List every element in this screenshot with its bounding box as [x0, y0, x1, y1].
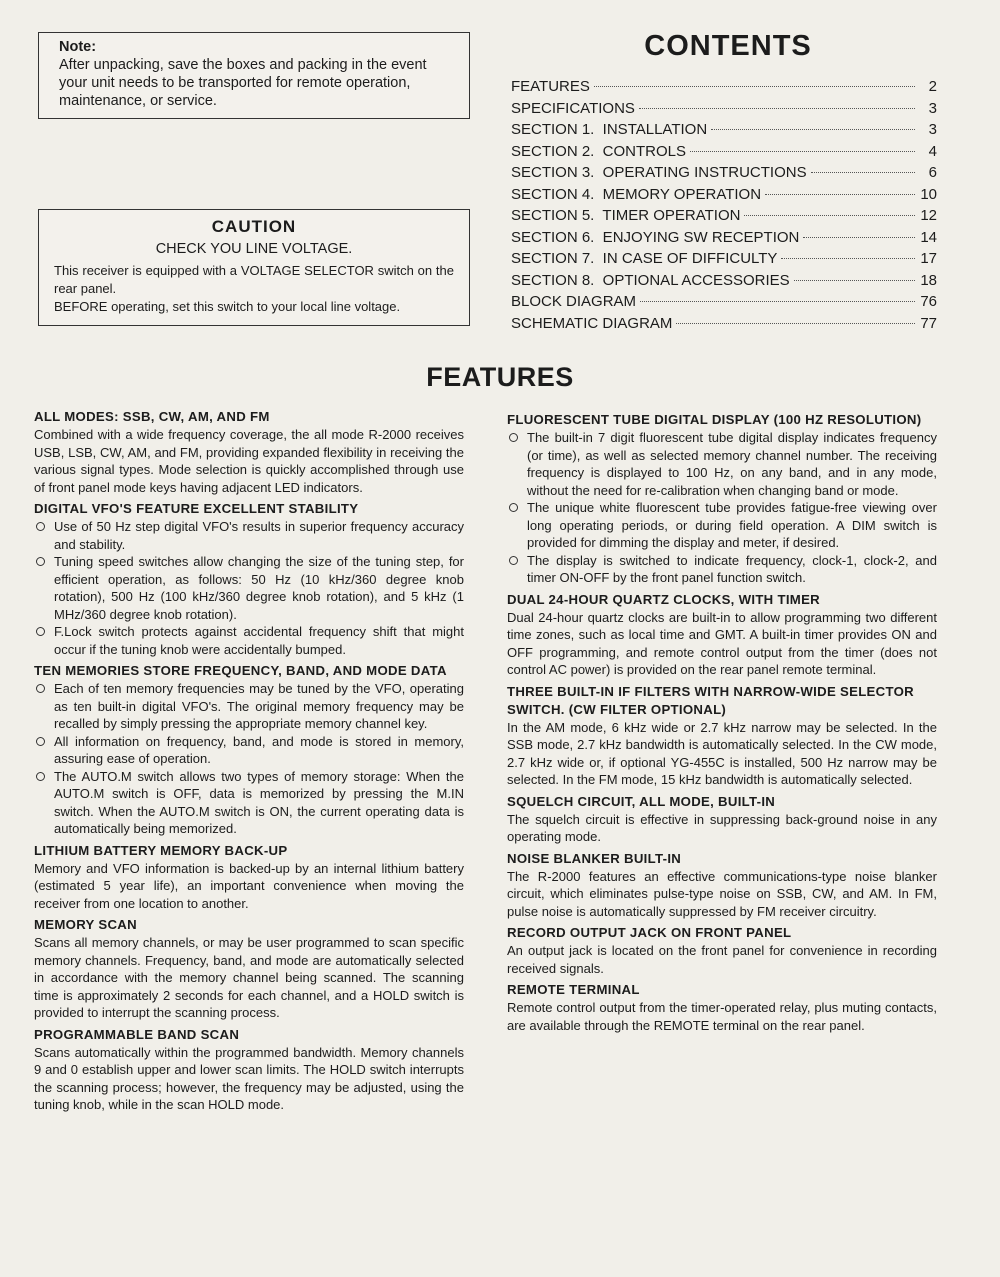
bullet-circle-icon [36, 772, 45, 781]
feature-section [34, 408, 464, 496]
toc-dot-leader [794, 280, 915, 281]
feature-heading: FLUORESCENT TUBE DIGITAL DISPLAY (100 HZ RESOLUTION) [507, 412, 922, 427]
feature-section [507, 924, 937, 977]
toc-entry-label: SECTION 1. INSTALLATION [511, 121, 708, 138]
toc-entry [511, 186, 937, 208]
toc-entry [511, 78, 937, 100]
toc-entry-label: BLOCK DIAGRAM [511, 293, 637, 310]
toc-entry-page: 10 [920, 185, 937, 203]
feature-text: In the AM mode, 6 kHz wide or 2.7 kHz narrow may be selected. In the SSB mode, 2.7 kHz bandwidth is automatically selected. In the CW mode, 2.7 kHz wide or, if optional YG-455C is installed, 500 Hz narrow may be selected. In the FM mode, 15 kHz bandwidth is automatically selected. [507, 719, 937, 787]
feature-text: The R-2000 features an effective communications-type noise blanker circuit, which eliminates pulse-type noise on SSB, CW, and AM. In FM, pulse noise is automatically suppressed by FM receiver circuitry. [507, 868, 937, 919]
feature-heading: DIGITAL VFO'S FEATURE EXCELLENT STABILITY [34, 501, 359, 516]
feature-section [507, 850, 937, 921]
feature-bullet [34, 680, 464, 733]
feature-bullet-text: The unique white fluorescent tube provides fatigue-free viewing over long operating periods, or during field operation. A DIM switch is provided for dimming the display and meter, if desired. [527, 500, 937, 550]
feature-section [34, 842, 464, 913]
feature-heading: MEMORY SCAN [34, 917, 137, 932]
toc-entry-label: SPECIFICATIONS [511, 99, 635, 117]
feature-text: Combined with a wide frequency coverage, the all mode R-2000 receives USB, LSB, CW, AM, and FM, providing expanded flexibility in receiving the various signal types. Mode selection is quickly accomplished through use of front panel mode keys having adjacent LED indicators. [34, 427, 464, 495]
toc-entry-label: FEATURES [511, 78, 590, 95]
toc-dot-leader [594, 86, 915, 87]
features-left-column [34, 408, 464, 1118]
feature-text: Remote control output from the timer-operated relay, plus muting contacts, are available through the REMOTE terminal on the rear panel. [507, 1000, 937, 1033]
bullet-circle-icon [36, 522, 45, 531]
feature-text: Memory and VFO information is backed-up by an internal lithium battery (estimated 5 year life), an important convenience when moving the receiver from one location to another. [34, 860, 464, 911]
feature-bullet [507, 499, 937, 552]
caution-title: CAUTION [211, 217, 297, 236]
feature-heading: SQUELCH CIRCUIT, ALL MODE, BUILT-IN [507, 793, 776, 809]
toc-dot-leader [676, 323, 915, 324]
toc-dot-leader [640, 301, 915, 302]
feature-bullet-text: Use of 50 Hz step digital VFO's results in superior frequency accuracy and stability. [54, 519, 464, 552]
caution-text-1: This receiver is equipped with a VOLTAGE SELECTOR switch on the rear panel. [54, 263, 454, 296]
bullet-circle-icon [509, 433, 518, 442]
feature-bullet-text: The AUTO.M switch allows two types of memory storage: When the AUTO.M switch is OFF, data is memorized by pressing the M.IN switch. When the AUTO.M switch is ON, the current operating data is automatically being memorized. [54, 768, 464, 836]
toc-entry-page: 14 [920, 228, 937, 246]
feature-bullet [34, 623, 464, 658]
toc-entry-page: 4 [928, 142, 937, 160]
note-box [38, 32, 470, 119]
feature-text: Scans all memory channels, or may be user programmed to scan specific memory channels. Frequency, band, and mode are automatically selected in accordance with the memory channel being scanned. The scanning time is approximately 2 seconds for each channel, and a HOLD switch is provided to interrupt the scanning process. [34, 935, 464, 1020]
toc-dot-leader [811, 172, 915, 173]
feature-bullet [34, 553, 464, 623]
toc-entry-page: 3 [928, 99, 937, 117]
toc-entry [511, 229, 937, 251]
caution-text-2: BEFORE operating, set this switch to your local line voltage. [54, 299, 401, 314]
toc-entry-page: 6 [928, 164, 937, 181]
feature-bullet-list [34, 680, 464, 838]
toc-entry-label: SECTION 8. OPTIONAL ACCESSORIES [511, 271, 790, 289]
feature-bullet [507, 552, 937, 587]
caution-subtitle: CHECK YOU LINE VOLTAGE. [155, 241, 353, 257]
feature-heading: NOISE BLANKER BUILT-IN [507, 850, 682, 866]
toc-entry [511, 250, 937, 272]
toc-entry-label: SECTION 3. OPERATING INSTRUCTIONS [511, 164, 807, 181]
toc-entry-page: 12 [920, 207, 937, 224]
toc-entry [511, 121, 937, 143]
toc-entry-label: SECTION 5. TIMER OPERATION [511, 207, 741, 224]
feature-bullet-text: The display is switched to indicate frequency, clock-1, clock-2, and timer ON-OFF by the front panel function switch. [527, 552, 937, 585]
toc-entry [511, 293, 937, 315]
feature-heading: TEN MEMORIES STORE FREQUENCY, BAND, AND MODE DATA [34, 663, 447, 678]
feature-bullet [34, 733, 464, 768]
toc-entry-page: 76 [920, 293, 937, 310]
toc-entry-page: 77 [920, 314, 937, 332]
feature-bullet [507, 429, 937, 499]
feature-bullet-text: F.Lock switch protects against accidental frequency shift that might occur if the tuning knob were accidentally bumped. [54, 624, 464, 657]
toc-dot-leader [639, 108, 915, 109]
toc-dot-leader [690, 151, 915, 152]
feature-bullet-text: All information on frequency, band, and mode is stored in memory, assuring ease of operation. [54, 733, 464, 766]
feature-heading: THREE BUILT-IN IF FILTERS WITH NARROW-WIDE SELECTOR SWITCH. (CW FILTER OPTIONAL) [507, 683, 914, 717]
feature-text: Dual 24-hour quartz clocks are built-in to allow programming two different time zones, such as local time and GMT. A built-in timer provides ON and OFF programming, and remote control output from the timer (does not control AC power) is provided on the rear panel remote terminal. [507, 609, 937, 677]
feature-text: The squelch circuit is effective in suppressing back-ground noise in any operating mode. [507, 811, 937, 844]
feature-section [507, 793, 937, 846]
feature-text: An output jack is located on the front panel for convenience in recording received signals. [507, 943, 937, 976]
feature-bullet [34, 768, 464, 838]
bullet-circle-icon [509, 503, 518, 512]
toc-entry-page: 18 [920, 271, 937, 289]
toc-entry [511, 207, 937, 229]
feature-section [507, 411, 937, 587]
contents-title: CONTENTS [644, 30, 812, 62]
feature-heading: ALL MODES: SSB, CW, AM, AND FM [34, 409, 270, 424]
toc-entry-page: 2 [928, 78, 937, 95]
note-text: After unpacking, save the boxes and packing in the event your unit needs to be transported for remote operation, maintenance, or service. [59, 57, 427, 109]
features-title: FEATURES [426, 362, 574, 392]
toc-entry-page: 17 [920, 250, 937, 267]
bullet-circle-icon [36, 684, 45, 693]
feature-text: Scans automatically within the programmed bandwidth. Memory channels 9 and 0 establish upper and lower scan limits. The HOLD switch interrupts the scanning process; however, the frequency may be adjusted, using the tuning knob, while in the scan HOLD mode. [34, 1044, 464, 1112]
feature-section [507, 591, 937, 679]
toc-entry-label: SECTION 7. IN CASE OF DIFFICULTY [511, 250, 778, 267]
toc-dot-leader [744, 215, 915, 216]
toc-entry [511, 272, 937, 294]
toc-dot-leader [765, 194, 915, 195]
toc-entry-label: SECTION 2. CONTROLS [511, 142, 687, 160]
feature-section [507, 683, 937, 789]
toc-dot-leader [803, 237, 915, 238]
feature-section [34, 500, 464, 658]
caution-box [38, 209, 470, 326]
feature-bullet [34, 518, 464, 553]
feature-heading: RECORD OUTPUT JACK ON FRONT PANEL [507, 925, 792, 940]
toc-dot-leader [711, 129, 915, 130]
feature-bullet-list [507, 429, 937, 587]
feature-heading: REMOTE TERMINAL [507, 982, 640, 997]
feature-heading: PROGRAMMABLE BAND SCAN [34, 1026, 240, 1042]
feature-section [34, 916, 464, 1022]
feature-bullet-text: Each of ten memory frequencies may be tuned by the VFO, operating as ten built-in digital VFO's. The original memory frequency may be recalled by simply pressing the appropriate memory channel key. [54, 681, 464, 731]
toc-entry [511, 100, 937, 122]
bullet-circle-icon [509, 556, 518, 565]
bullet-circle-icon [36, 737, 45, 746]
toc-entry [511, 164, 937, 186]
table-of-contents [511, 78, 937, 336]
feature-bullet-text: Tuning speed switches allow changing the size of the tuning step, for efficient operation, as follows: 50 Hz (10 kHz/360 degree knob rotation), 500 Hz (100 kHz/360 degree knob rotation), and 5 kHz (1 MHz/360 degree knob rotation). [54, 554, 464, 622]
feature-bullet-list [34, 518, 464, 658]
feature-bullet-text: The built-in 7 digit fluorescent tube digital display indicates frequency (or time), as well as selected memory channel number. The receiving frequency is displayed to 100 Hz, on any band, and in any mode, without the need for re-calibration when changing band or mode. [527, 430, 937, 498]
toc-entry-label: SECTION 6. ENJOYING SW RECEPTION [511, 228, 800, 246]
toc-entry-label: SCHEMATIC DIAGRAM [511, 314, 673, 332]
feature-section [34, 1026, 464, 1114]
feature-heading: LITHIUM BATTERY MEMORY BACK-UP [34, 842, 288, 858]
toc-entry-page: 3 [928, 121, 937, 138]
toc-entry-label: SECTION 4. MEMORY OPERATION [511, 185, 762, 203]
toc-entry [511, 143, 937, 165]
bullet-circle-icon [36, 627, 45, 636]
bullet-circle-icon [36, 557, 45, 566]
toc-dot-leader [781, 258, 915, 259]
note-title: Note: [59, 39, 97, 55]
feature-section [507, 981, 937, 1034]
feature-section [34, 662, 464, 838]
features-right-column [507, 411, 937, 1038]
toc-entry [511, 315, 937, 337]
feature-heading: DUAL 24-HOUR QUARTZ CLOCKS, WITH TIMER [507, 591, 820, 607]
